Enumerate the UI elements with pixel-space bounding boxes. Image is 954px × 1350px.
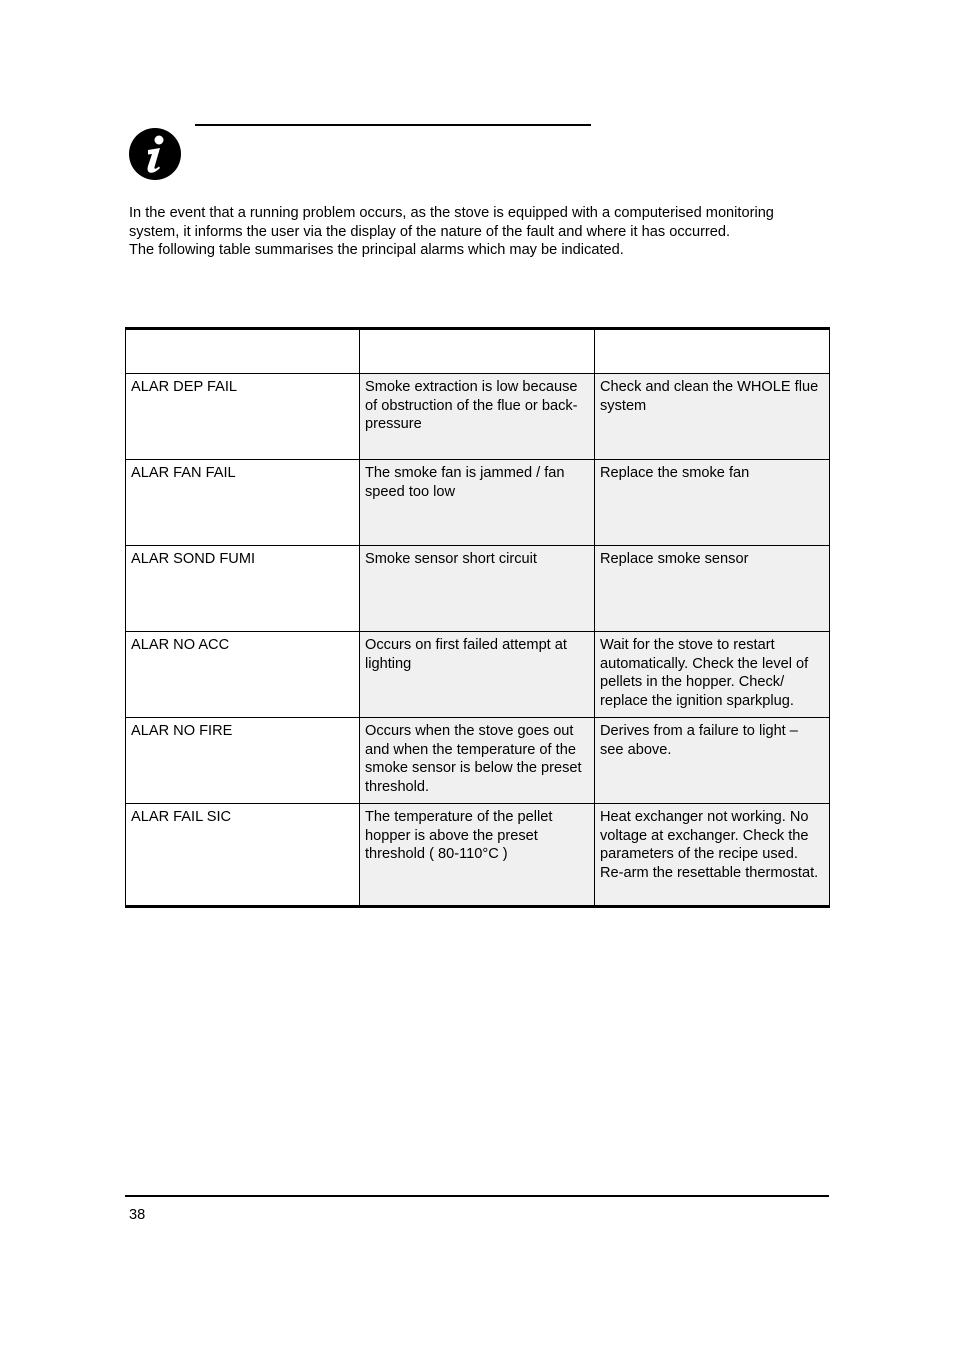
footer-rule (125, 1195, 829, 1197)
page-number: 38 (129, 1207, 146, 1223)
table-row (126, 374, 830, 460)
alarm-code: ALAR FAN FAIL (126, 460, 360, 546)
header-action (595, 329, 830, 374)
alarm-code: ALAR NO FIRE (126, 718, 360, 804)
alarm-action: Heat exchanger not working. No voltage at exchanger. Check the parameters of the recipe used. Re-arm the resettable thermostat. (595, 804, 830, 907)
intro-text (129, 204, 819, 260)
alarm-code: ALAR FAIL SIC (126, 804, 360, 907)
header-cause (360, 329, 595, 374)
table-row (126, 546, 830, 632)
alarm-action: Check and clean the WHOLE flue system (595, 374, 830, 460)
alarm-code: ALAR NO ACC (126, 632, 360, 718)
alarm-cause: The smoke fan is jammed / fan speed too low (360, 460, 595, 546)
alarm-cause: Smoke extraction is low because of obstruction of the flue or back-pressure (360, 374, 595, 460)
alarm-action: Wait for the stove to restart automatically. Check the level of pellets in the hopper. Check/ replace the ignition sparkplug. (595, 632, 830, 718)
alarm-code: ALAR DEP FAIL (126, 374, 360, 460)
intro-paragraph-1: In the event that a running problem occurs, as the stove is equipped with a computerised monitoring system, it informs the user via the display of the nature of the fault and where it has occurred. (129, 205, 774, 240)
alarms-table (125, 327, 830, 908)
table-row (126, 804, 830, 907)
alarm-action: Replace the smoke fan (595, 460, 830, 546)
alarm-code: ALAR SOND FUMI (126, 546, 360, 632)
alarm-cause: Occurs on first failed attempt at lighting (360, 632, 595, 718)
header-alarm (126, 329, 360, 374)
table-row (126, 460, 830, 546)
alarm-cause: Smoke sensor short circuit (360, 546, 595, 632)
alarm-cause: The temperature of the pellet hopper is above the preset threshold ( 80-110°C ) (360, 804, 595, 907)
title-underline (195, 124, 591, 126)
table-header-row (126, 329, 830, 374)
alarm-cause: Occurs when the stove goes out and when the temperature of the smoke sensor is below the preset threshold. (360, 718, 595, 804)
table-row (126, 718, 830, 804)
alarm-action: Replace smoke sensor (595, 546, 830, 632)
alarm-action: Derives from a failure to light – see above. (595, 718, 830, 804)
intro-paragraph-2: The following table summarises the principal alarms which may be indicated. (129, 242, 624, 258)
info-icon (128, 127, 182, 181)
table-row (126, 632, 830, 718)
